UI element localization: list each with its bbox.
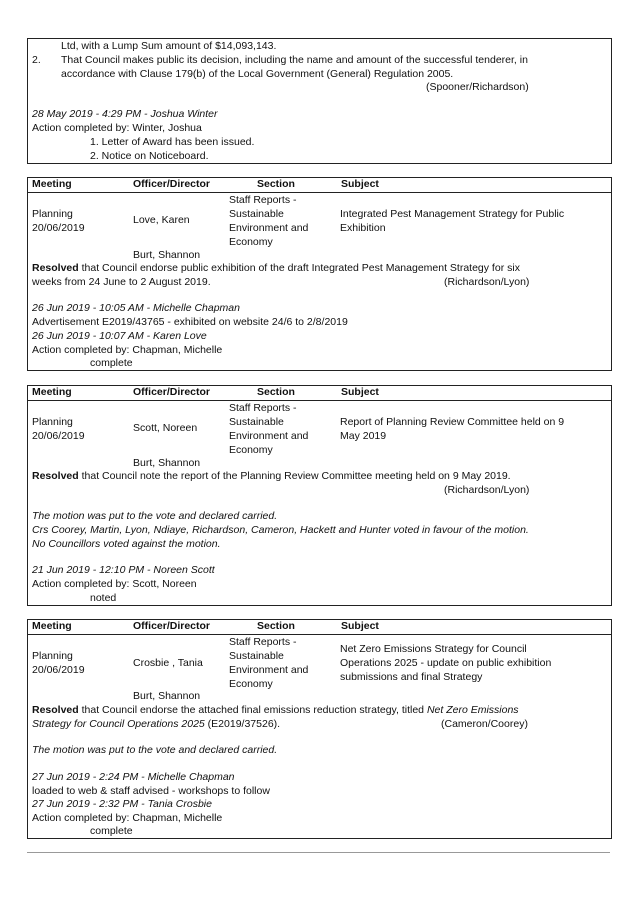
section-line: Economy xyxy=(229,678,273,690)
header-subject: Subject xyxy=(341,620,379,632)
subject-line: submissions and final Strategy xyxy=(340,671,483,683)
action-status: noted xyxy=(90,592,117,604)
strategy-title: Strategy for Council Operations 2025 xyxy=(32,718,205,730)
log-entry: 27 Jun 2019 - 2:24 PM - Michelle Chapman xyxy=(32,771,235,783)
resolution-text xyxy=(32,470,511,484)
resolution-body: that Council note the report of the Planning Review Committee meeting held on 9 May 2019. xyxy=(78,470,511,482)
resolution-body: (E2019/37526). xyxy=(204,718,281,730)
record-block xyxy=(27,619,612,839)
meeting-name: Planning xyxy=(32,416,73,428)
meeting-date: 20/06/2019 xyxy=(32,664,85,676)
resolved-label: Resolved xyxy=(32,704,79,716)
header-subject: Subject xyxy=(341,178,379,190)
section-line: Staff Reports - xyxy=(229,194,297,206)
log-entry: 26 Jun 2019 - 10:07 AM - Karen Love xyxy=(32,330,207,342)
log-text: Advertisement E2019/43765 - exhibited on website 24/6 to 2/8/2019 xyxy=(32,316,348,328)
mover-seconder: (Cameron/Coorey) xyxy=(441,718,528,730)
action-status: complete xyxy=(90,825,133,837)
log-entry: 21 Jun 2019 - 12:10 PM - Noreen Scott xyxy=(32,564,215,576)
log-entry: 26 Jun 2019 - 10:05 AM - Michelle Chapman xyxy=(32,302,240,314)
meeting-name: Planning xyxy=(32,650,73,662)
director-name: Burt, Shannon xyxy=(133,690,201,702)
table-header xyxy=(28,178,611,193)
table-header xyxy=(28,386,611,401)
subject-line: Exhibition xyxy=(340,222,386,234)
meeting-date: 20/06/2019 xyxy=(32,222,85,234)
officer-name: Crosbie , Tania xyxy=(133,657,203,669)
action-completed: Action completed by: Chapman, Michelle xyxy=(32,344,223,356)
subject-line: May 2019 xyxy=(340,430,387,442)
resolution-body: that Council endorse public exhibition of the draft Integrated Pest Management Strategy for six xyxy=(78,262,520,274)
resolution-text: weeks from 24 June to 2 August 2019. xyxy=(32,276,211,288)
motion-note: The motion was put to the vote and declared carried. xyxy=(32,744,278,756)
action-completed: Action completed by: Scott, Noreen xyxy=(32,578,197,590)
meeting-date: 20/06/2019 xyxy=(32,430,85,442)
resolved-label: Resolved xyxy=(32,470,79,482)
section-line: Environment and xyxy=(229,430,309,442)
director-name: Burt, Shannon xyxy=(133,249,201,261)
table-header xyxy=(28,620,611,635)
section-line: Sustainable xyxy=(229,208,284,220)
section-line: Economy xyxy=(229,236,273,248)
officer-name: Love, Karen xyxy=(133,214,190,226)
header-officer: Officer/Director xyxy=(133,386,211,398)
subject-line: Operations 2025 - update on public exhibition xyxy=(340,657,552,669)
mover-seconder: (Spooner/Richardson) xyxy=(426,81,529,93)
section-line: Staff Reports - xyxy=(229,636,297,648)
header-meeting: Meeting xyxy=(32,178,72,190)
footer-divider xyxy=(27,852,610,853)
motion-note: The motion was put to the vote and declared carried. xyxy=(32,510,278,522)
resolved-label: Resolved xyxy=(32,262,79,274)
director-name: Burt, Shannon xyxy=(133,457,201,469)
subject-line: Report of Planning Review Committee held on 9 xyxy=(340,416,565,428)
record-block xyxy=(27,177,612,371)
meeting-name: Planning xyxy=(32,208,73,220)
header-section: Section xyxy=(257,386,295,398)
action-step: 1. Letter of Award has been issued. xyxy=(90,136,255,148)
item-number: 2. xyxy=(32,54,41,66)
header-section: Section xyxy=(257,178,295,190)
subject-line: Integrated Pest Management Strategy for Public xyxy=(340,208,565,220)
resolution-body: that Council endorse the attached final emissions reduction strategy, titled xyxy=(78,704,427,716)
section-line: Sustainable xyxy=(229,650,284,662)
log-entry: 28 May 2019 - 4:29 PM - Joshua Winter xyxy=(32,108,218,120)
mover-seconder: (Richardson/Lyon) xyxy=(444,484,530,496)
resolution-text xyxy=(32,262,520,276)
action-step: 2. Notice on Noticeboard. xyxy=(90,150,209,162)
resolution-text xyxy=(32,718,280,732)
section-line: Economy xyxy=(229,444,273,456)
header-section: Section xyxy=(257,620,295,632)
header-subject: Subject xyxy=(341,386,379,398)
log-entry: 27 Jun 2019 - 2:32 PM - Tania Crosbie xyxy=(32,798,212,810)
header-officer: Officer/Director xyxy=(133,178,211,190)
votes-for: Crs Coorey, Martin, Lyon, Ndiaye, Richardson, Cameron, Hackett and Hunter voted in favour of the motion. xyxy=(32,524,529,536)
resolution-text: That Council makes public its decision, including the name and amount of the successful tenderer, in xyxy=(61,54,528,66)
section-line: Staff Reports - xyxy=(229,402,297,414)
votes-against: No Councillors voted against the motion. xyxy=(32,538,221,550)
action-completed: Action completed by: Winter, Joshua xyxy=(32,122,202,134)
mover-seconder: (Richardson/Lyon) xyxy=(444,276,530,288)
resolution-text: accordance with Clause 179(b) of the Local Government (General) Regulation 2005. xyxy=(61,68,454,80)
strategy-title: Net Zero Emissions xyxy=(426,704,519,716)
header-officer: Officer/Director xyxy=(133,620,211,632)
resolution-text: Ltd, with a Lump Sum amount of $14,093,143. xyxy=(61,40,277,52)
record-block-continued xyxy=(27,38,612,164)
subject-line: Net Zero Emissions Strategy for Council xyxy=(340,643,527,655)
section-line: Sustainable xyxy=(229,416,284,428)
log-text: loaded to web & staff advised - workshops to follow xyxy=(32,785,270,797)
section-line: Environment and xyxy=(229,222,309,234)
header-meeting: Meeting xyxy=(32,386,72,398)
section-line: Environment and xyxy=(229,664,309,676)
officer-name: Scott, Noreen xyxy=(133,422,198,434)
resolution-text xyxy=(32,704,519,718)
header-meeting: Meeting xyxy=(32,620,72,632)
action-status: complete xyxy=(90,357,133,369)
action-completed: Action completed by: Chapman, Michelle xyxy=(32,812,223,824)
record-block xyxy=(27,385,612,606)
